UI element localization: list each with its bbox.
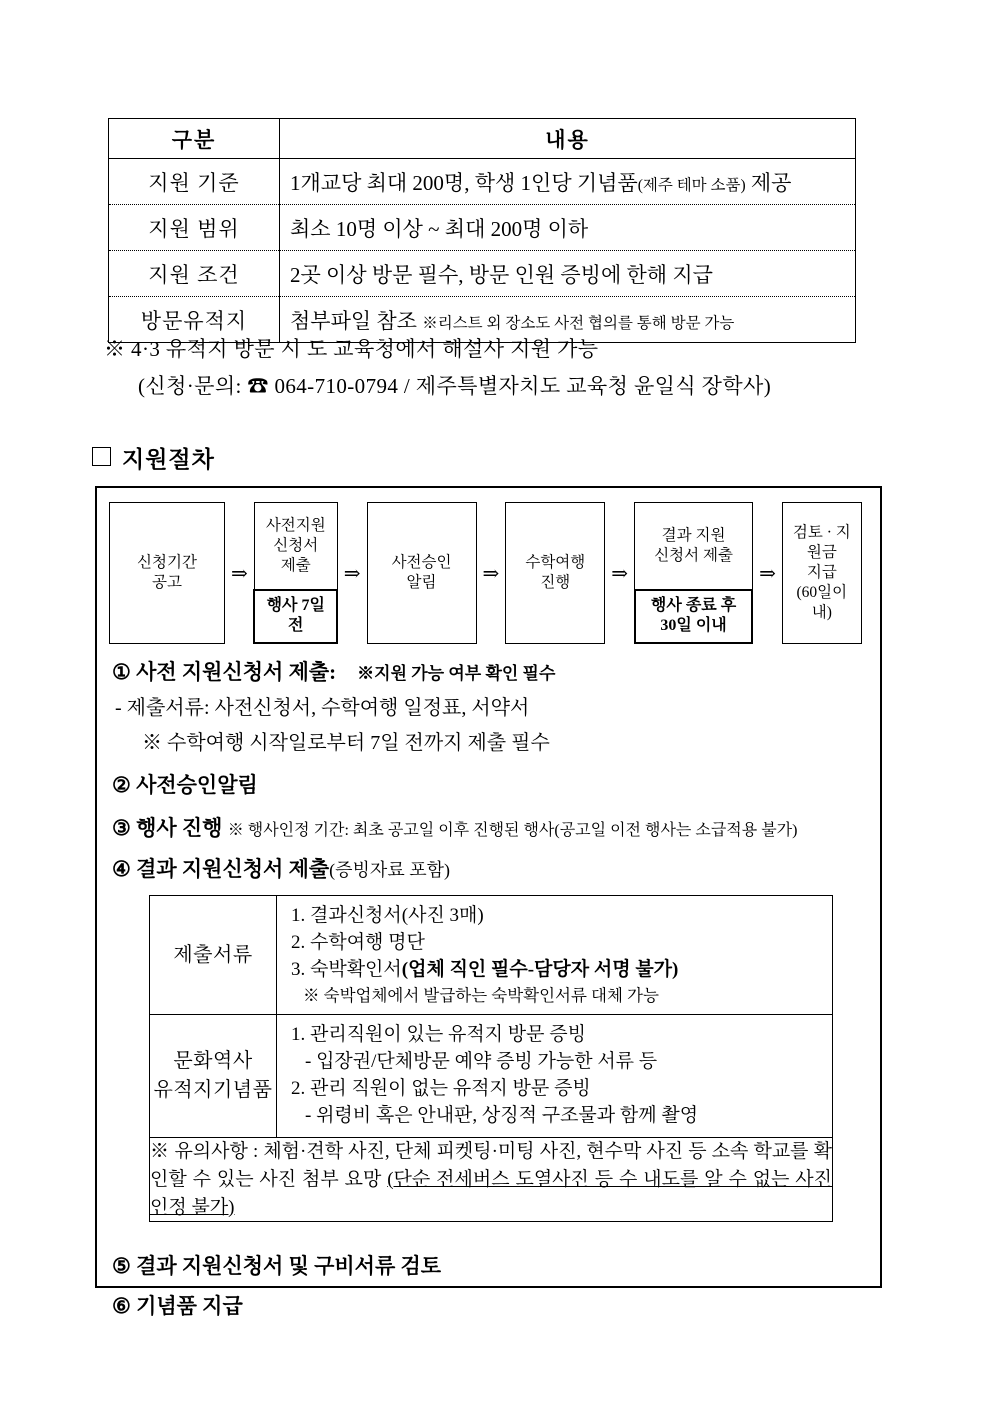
item-number: ⑥ <box>112 1294 131 1318</box>
procedure-item-4 <box>112 853 450 883</box>
flow-step-resultapplication <box>634 502 753 644</box>
flow-arrow-icon: ⇒ <box>231 562 248 585</box>
flow-step-label <box>506 503 604 643</box>
flow-line: 검토 · 지 <box>792 523 851 541</box>
flow-line: 행사 7일 <box>266 597 325 615</box>
doc-row-content-heritage <box>277 1015 833 1138</box>
doc-row-label-submission: 제출서류 <box>150 896 277 1015</box>
flow-line: 알림 <box>406 574 437 591</box>
procedure-item-1-sub-1: - 제출서류: 사전신청서, 수학여행 일정표, 서약서 <box>115 697 530 719</box>
table-row <box>109 205 856 251</box>
table-row <box>109 251 856 297</box>
item-title: 결과 지원신청서 및 구비서류 검토 <box>136 1254 442 1278</box>
table-row <box>109 159 856 205</box>
flow-line: 수학여행 <box>525 553 586 571</box>
telephone-icon: ☎ <box>247 374 269 398</box>
flow-line: 신청서 제출 <box>654 547 733 565</box>
square-bullet-icon <box>92 447 111 466</box>
label-line: 문화역사 <box>173 1050 253 1073</box>
flow-step-review-payment <box>782 502 862 644</box>
procedure-item-6 <box>112 1290 243 1320</box>
list-item: - 위령비 혹은 안내판, 상징적 구조물과 함께 촬영 <box>305 1105 699 1127</box>
flow-line: 사전승인 <box>391 553 452 571</box>
flow-step-preapplication <box>254 502 338 644</box>
value-main: 1개교당 최대 200명, 학생 1인당 기념품 <box>290 170 638 195</box>
flow-line: 내) <box>811 604 832 622</box>
procedure-item-1 <box>112 656 555 686</box>
header-cell-category: 구분 <box>109 119 280 159</box>
row-label-support-condition: 지원 조건 <box>109 251 280 297</box>
item-bold: (업체 직인 필수-담당자 서명 불가) <box>401 958 679 980</box>
procedure-flowchart <box>97 488 884 650</box>
value-main: 첨부파일 참조 <box>290 308 423 333</box>
flow-line: 행사 종료 후 <box>650 597 737 615</box>
value-small: (제주 테마 소품) <box>637 176 746 194</box>
note-contact <box>138 370 771 400</box>
flow-arrow-icon: ⇒ <box>759 562 776 585</box>
list-item-note: ※ 숙박업체에서 발급하는 숙박확인서류 대체 가능 <box>303 985 659 1005</box>
item-required-mark: ※지원 가능 여부 확인 필수 <box>357 664 556 683</box>
item-title: 행사 진행 <box>136 816 223 840</box>
flow-line: 공고 <box>152 574 182 591</box>
row-value-support-standard <box>280 159 856 205</box>
section-heading-label: 지원절차 <box>122 447 215 472</box>
item-title: 사전승인알림 <box>136 773 258 797</box>
flow-line: 원금 <box>806 543 837 561</box>
table-row <box>150 1015 833 1138</box>
value-small: ※리스트 외 장소도 사전 협의를 통해 방문 가능 <box>422 314 735 332</box>
flow-line: 30일 이내 <box>660 617 727 635</box>
list-item: 2. 관리 직원이 없는 유적지 방문 증빙 <box>291 1078 591 1100</box>
item-number: ③ <box>112 816 131 840</box>
row-label-visit-site: 방문유적지 <box>109 297 280 343</box>
row-label-support-range: 지원 범위 <box>109 205 280 251</box>
flow-line: 신청기간 <box>137 553 197 571</box>
flow-step-preapproval <box>367 502 477 644</box>
doc-warning-note <box>150 1138 833 1222</box>
item-number: ② <box>112 773 131 797</box>
doc-row-label-heritage <box>150 1015 277 1138</box>
row-label-support-standard: 지원 기준 <box>109 159 280 205</box>
flow-line: 전 <box>288 617 304 635</box>
procedure-item-2 <box>112 769 258 799</box>
procedure-item-3 <box>112 812 797 842</box>
table-row <box>150 896 833 1015</box>
flow-step-fieldtrip <box>505 502 605 644</box>
table-row <box>150 1138 833 1222</box>
list-item: 1. 관리직원이 있는 유적지 방문 증빙 <box>291 1024 586 1046</box>
item-number: ④ <box>112 857 131 881</box>
flow-line: 사전지원 <box>265 516 326 534</box>
procedure-frame <box>95 486 882 1318</box>
item-title: 사전 지원신청서 제출: <box>136 660 337 684</box>
item-number: ⑤ <box>112 1254 131 1278</box>
flow-step-deadline <box>634 589 754 644</box>
flow-step-label <box>783 503 861 643</box>
flow-line: 신청서 <box>273 537 319 555</box>
table-header-row <box>109 119 856 159</box>
support-criteria-table <box>108 118 856 343</box>
item-title: 기념품 지급 <box>136 1294 243 1318</box>
header-cell-content: 내용 <box>280 119 856 159</box>
note-heritage-guide: ※ 4·3 유적지 방문 시 도 교육청에서 해설사 지원 가능 <box>104 337 599 361</box>
label-line: 유적지기념품 <box>153 1079 273 1102</box>
flow-step-label <box>110 503 224 643</box>
item-prefix: 3. 숙박확인서 <box>291 958 402 980</box>
row-value-support-range: 최소 10명 이상 ~ 최대 200명 이하 <box>280 205 856 251</box>
flow-line: 제출 <box>280 557 311 575</box>
procedure-item-5 <box>112 1250 441 1280</box>
item-note: (증빙자료 포함) <box>329 860 450 880</box>
flow-step-label <box>635 503 752 589</box>
flow-step-deadline <box>253 589 338 644</box>
doc-row-content-submission <box>277 896 833 1015</box>
flow-step-announcement <box>109 502 225 644</box>
list-item <box>291 957 832 984</box>
item-title: 결과 지원신청서 제출 <box>136 857 330 881</box>
item-number: ① <box>112 660 131 684</box>
flow-step-label <box>368 503 476 643</box>
contact-suffix: 064-710-0794 / 제주특별자치도 교육청 윤일식 장학사) <box>268 374 772 398</box>
warning-text: ※ 유의사항 : 체험·견학 사진, 단체 피켓팅·미팅 사진, 현수막 사진 등 소속 학교를 확인할 수 있는 사진 첨부 요망 <box>150 1141 832 1190</box>
flow-arrow-icon: ⇒ <box>611 562 629 585</box>
flow-line: (60일이 <box>796 584 848 602</box>
flow-step-label <box>255 503 337 589</box>
value-tail: 제공 <box>745 170 792 195</box>
list-item: - 입장권/단체방문 예약 증빙 가능한 서류 등 <box>305 1051 658 1073</box>
flow-line: 지급 <box>806 563 837 581</box>
list-item: 2. 수학여행 명단 <box>291 931 425 953</box>
row-value-support-condition: 2곳 이상 방문 필수, 방문 인원 증빙에 한해 지급 <box>280 251 856 297</box>
flow-arrow-icon: ⇒ <box>343 562 361 585</box>
procedure-item-1-sub-2: ※ 수학여행 시작일로부터 7일 전까지 제출 필수 <box>142 732 550 754</box>
flow-arrow-icon: ⇒ <box>482 562 500 585</box>
warning-underlined: (단순 전세버스 도열사진 등 수 내도를 알 수 없는 사진 인정 불가) <box>150 1168 832 1218</box>
section-heading-procedure <box>92 441 215 474</box>
flow-line: 결과 지원 <box>661 527 726 545</box>
contact-prefix: (신청·문의: <box>138 374 248 398</box>
flow-line: 진행 <box>540 574 571 591</box>
list-item: 1. 결과신청서(사진 3매) <box>291 905 484 926</box>
submission-documents-table <box>149 895 833 1222</box>
item-note: ※ 행사인정 기간: 최초 공고일 이후 진행된 행사(공고일 이전 행사는 소급적용 불가) <box>227 822 798 839</box>
